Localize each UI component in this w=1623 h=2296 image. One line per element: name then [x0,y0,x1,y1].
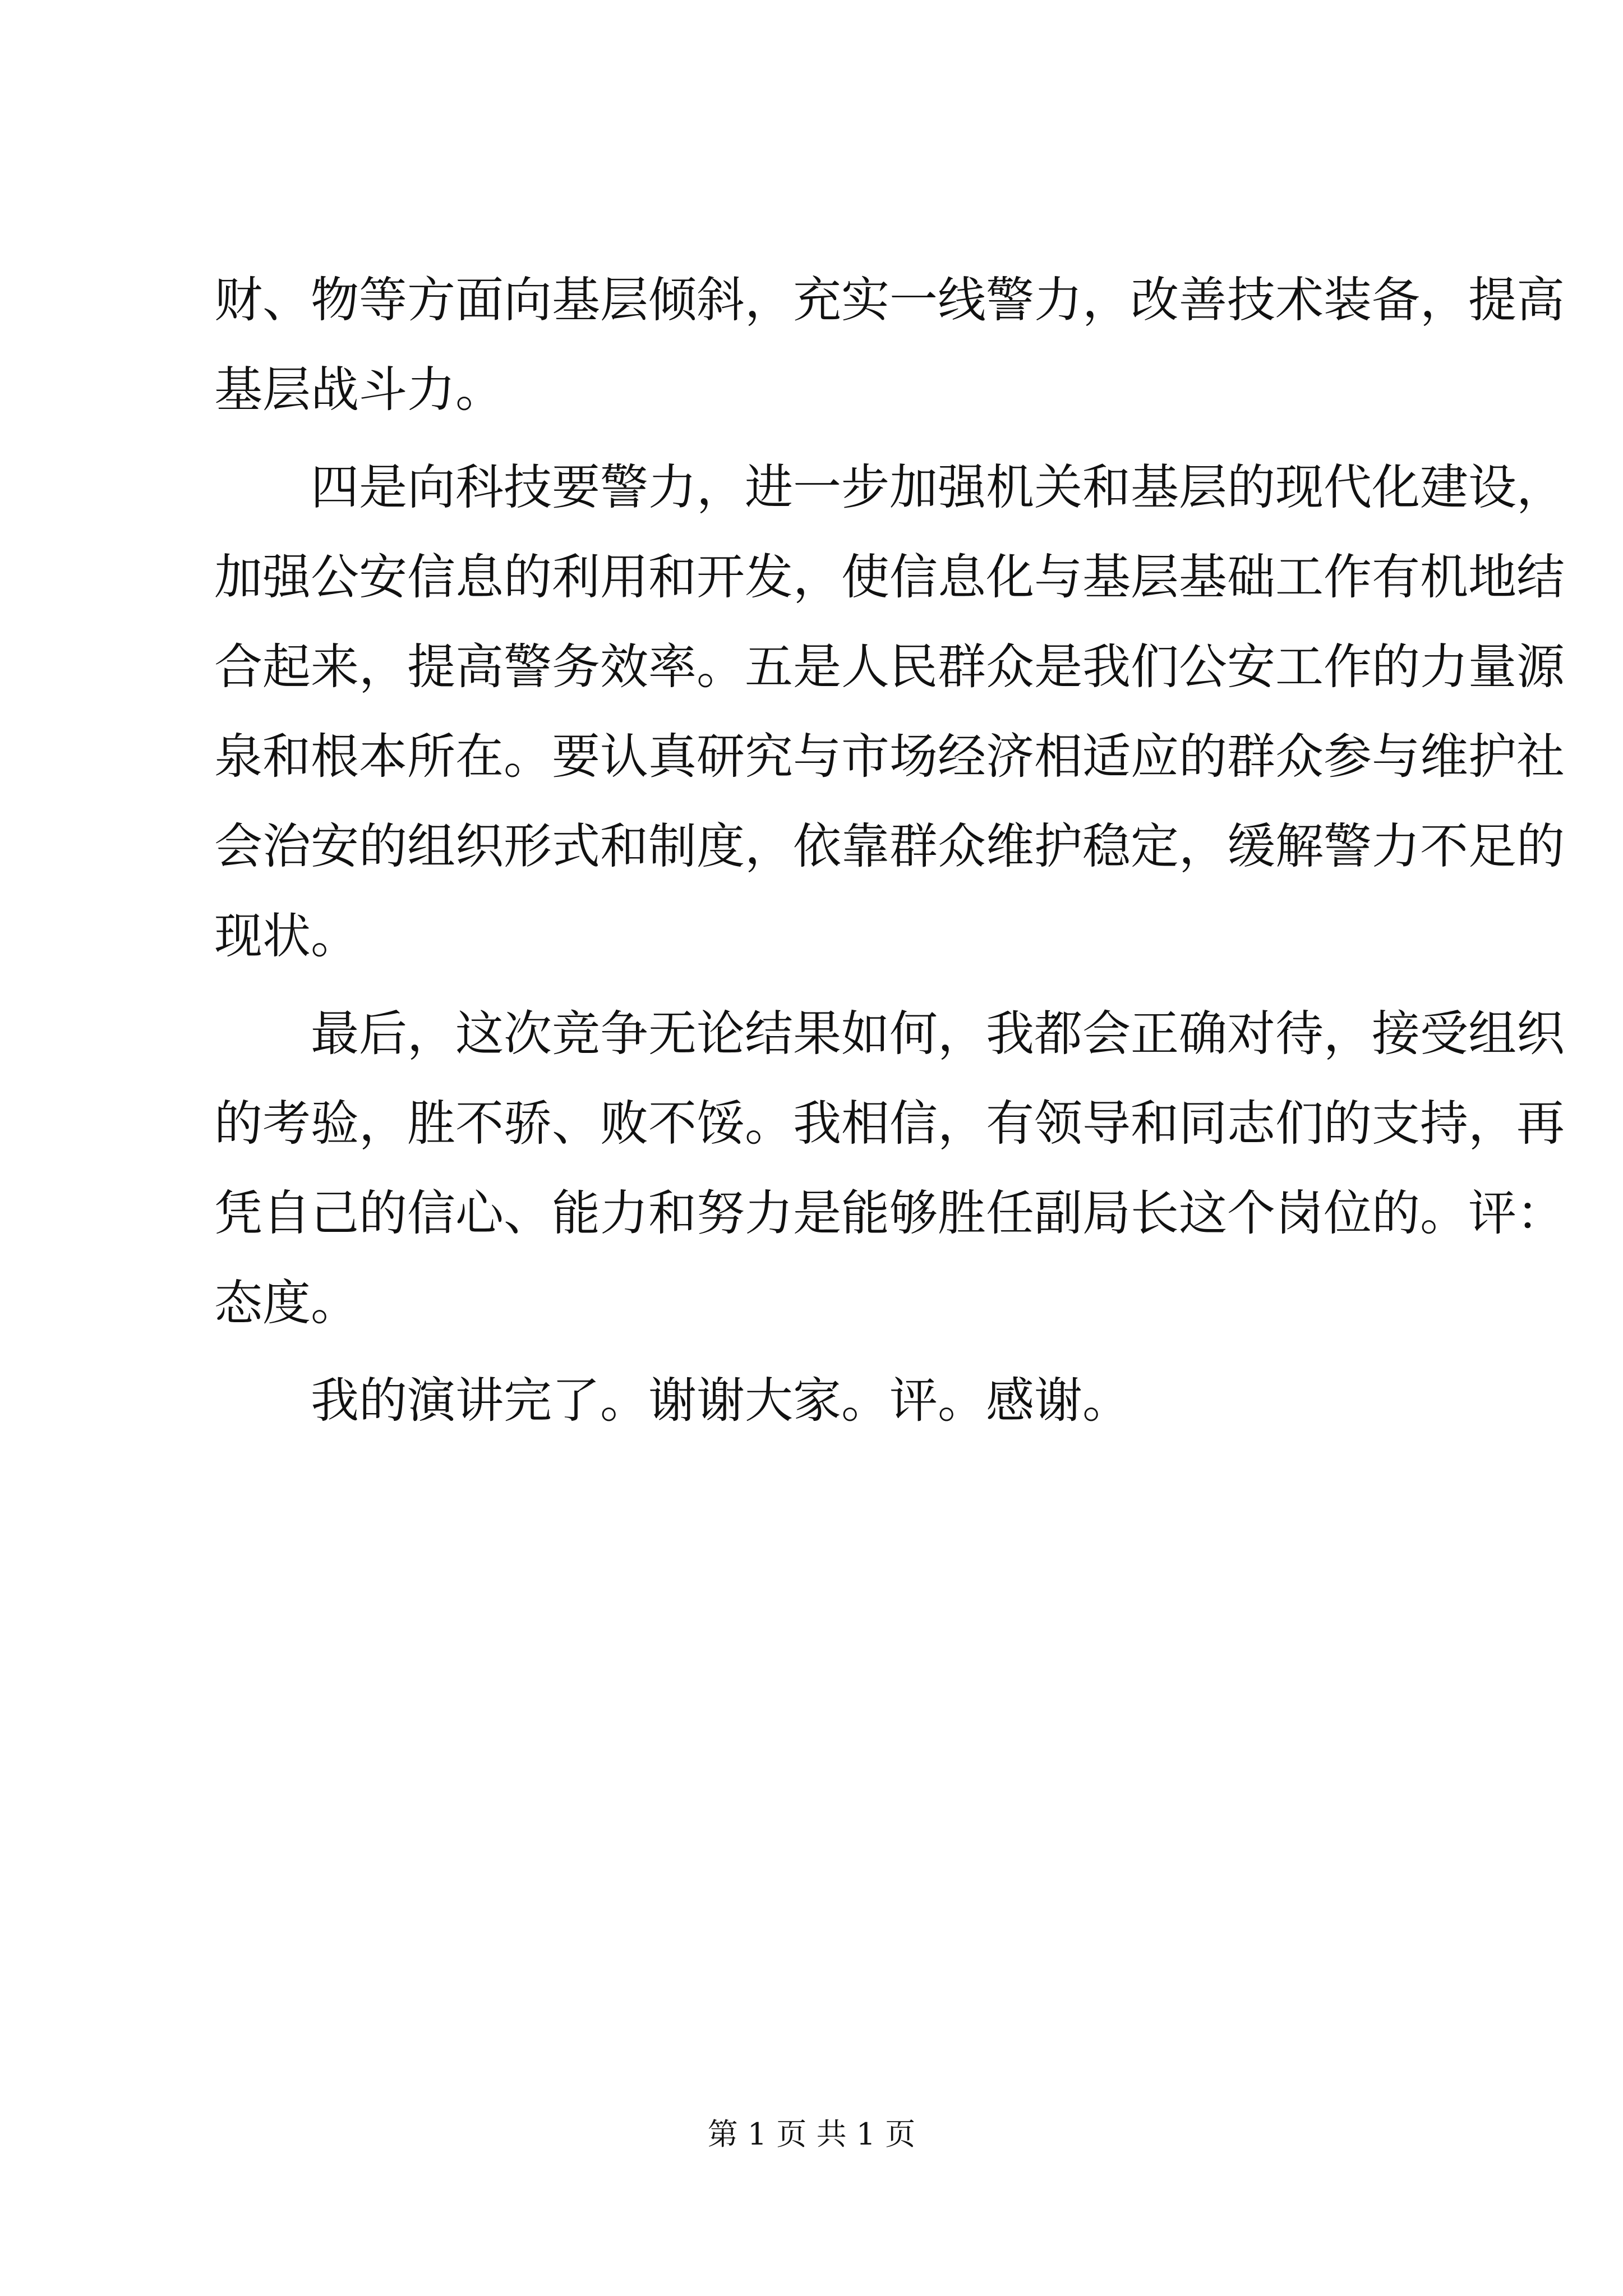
paragraph-4 [214,1356,1409,1446]
paragraph-2 [214,443,1565,981]
text-line: 会治安的组织形式和制度，依靠群众维护稳定，缓解警力不足的 [214,818,1565,875]
paragraph-3 [214,989,1565,1348]
text-line: 的考验，胜不骄、败不馁。我相信，有领导和同志们的支持，再 [214,1096,1565,1152]
page-footer: 第 1 页 共 1 页 [707,2116,916,2152]
text-line: 加强公安信息的利用和开发，使信息化与基层基础工作有机地结 [214,549,1565,605]
text-line: 泉和根本所在。要认真研究与市场经济相适应的群众参与维护社 [214,729,1565,785]
text-line: 现状。 [214,908,359,964]
text-line: 凭自己的信心、能力和努力是能够胜任副局长这个岗位的。评： [214,1185,1565,1241]
text-line: 我的演讲完了。谢谢大家。评。感谢。 [311,1373,1131,1429]
text-line: 四是向科技要警力，进一步加强机关和基层的现代化建设， [311,459,1565,516]
text-line: 合起来，提高警务效率。五是人民群众是我们公安工作的力量源 [214,639,1565,695]
text-line: 基层战斗力。 [214,362,504,418]
document-body [214,255,1565,1446]
paragraph-1 [214,255,1565,435]
text-line: 最后，这次竞争无论结果如何，我都会正确对待，接受组织 [311,1006,1565,1062]
text-line: 态度。 [214,1275,359,1331]
text-line: 财、物等方面向基层倾斜，充实一线警力，改善技术装备，提高 [214,272,1565,328]
